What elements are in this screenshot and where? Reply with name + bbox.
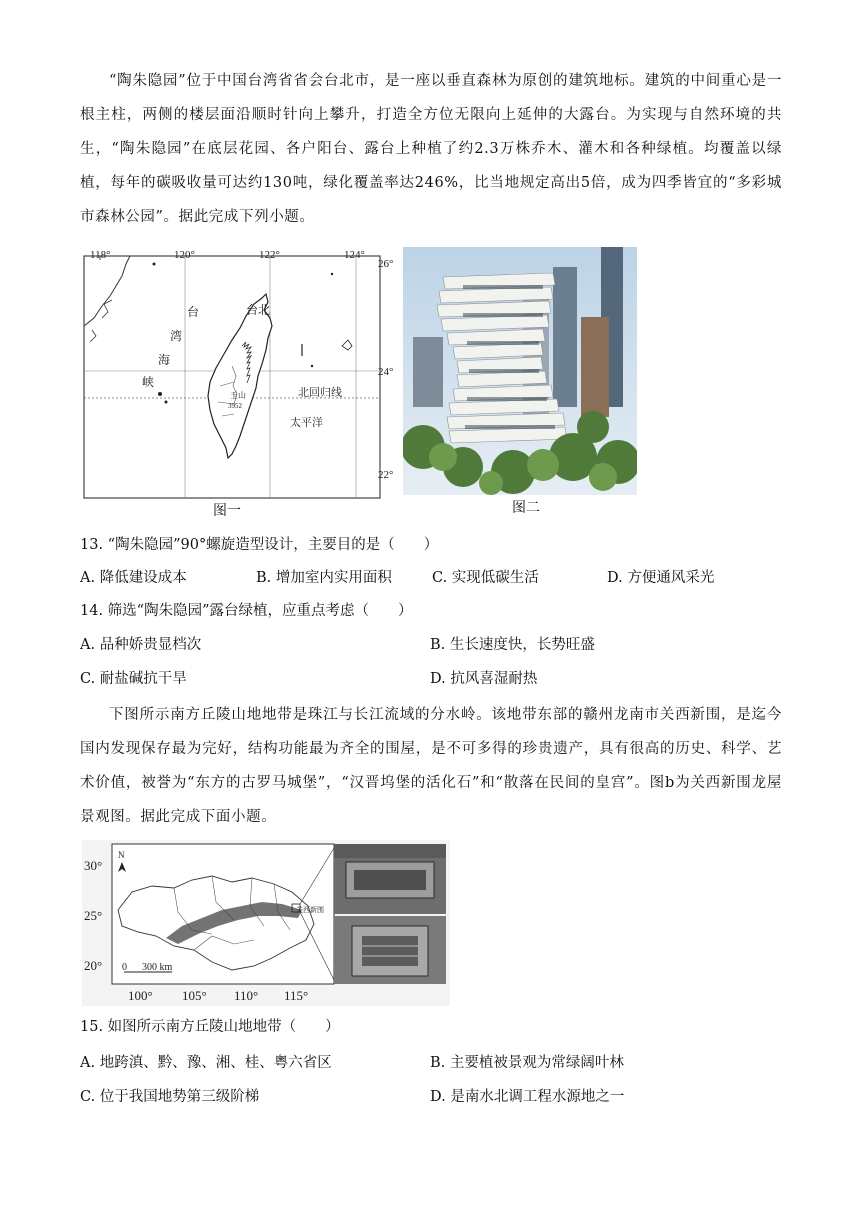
taiwan-strait-char-3: 海: [158, 353, 171, 367]
figure-1-caption: 图一: [213, 503, 241, 519]
q15-option-c[interactable]: C. 位于我国地势第三级阶梯: [80, 1089, 260, 1105]
taiwan-strait-char-4: 峡: [142, 375, 155, 389]
lat-30-label: 30°: [84, 858, 103, 873]
longwu-photo-top: [334, 844, 446, 914]
north-label: N: [118, 850, 125, 860]
q14-option-d[interactable]: D. 抗风喜湿耐热: [430, 671, 538, 687]
taiwan-strait-char-1: 台: [187, 305, 200, 319]
southern-hills-map-svg: [82, 840, 450, 1006]
lon-120-label: 120°: [174, 249, 195, 261]
q15-option-a[interactable]: A. 地跨滇、黔、豫、湘、桂、粤六省区: [80, 1055, 332, 1071]
q13-option-d[interactable]: D. 方便通风采光: [607, 570, 715, 586]
yushan-label: 玉山: [230, 391, 246, 400]
figure-1-taiwan-map: [82, 246, 400, 506]
guanxi-xinwei-label: 关西新围: [296, 906, 324, 914]
q14-option-b[interactable]: B. 生长速度快，长势旺盛: [430, 637, 595, 653]
scale-label: 300 km: [142, 962, 173, 973]
taiwan-map-svg: [82, 246, 400, 506]
tropic-of-cancer-label: 北回归线: [298, 387, 342, 399]
lon-105-label: 105°: [182, 988, 207, 1003]
lat-25-label: 25°: [84, 908, 103, 923]
lon-122-label: 122°: [259, 249, 280, 261]
question-14-stem: 14. 筛选“陶朱隐园”露台绿植，应重点考虑（ ）: [80, 603, 413, 619]
q13-option-b[interactable]: B. 增加室内实用面积: [256, 570, 392, 586]
yushan-height-label: 3952: [228, 402, 242, 410]
scale-zero-label: 0: [122, 962, 127, 973]
figure-3-southern-hills-map: [82, 840, 450, 1006]
longwu-photo-bottom: [334, 916, 446, 984]
pacific-ocean-label: 太平洋: [290, 417, 323, 429]
lon-115-label: 115°: [284, 988, 309, 1003]
passage-2: 下图所示南方丘陵山地地带是珠江与长江流域的分水岭。该地带东部的赣州龙南市关西新围，是迄今国内发现保存最为完好，结构功能最为齐全的围屋，是不可多得的珍贵遗产，具有很高的历史、科学、艺术价值，被誉为“东方的古罗马城堡”，“汉晋坞堡的活化石”和“散落在民间的皇宫”。图b为关西新围龙屋景观图。据此完成下面小题。: [80, 707, 782, 825]
question-15-stem: 15. 如图所示南方丘陵山地地带（ ）: [80, 1019, 340, 1035]
q15-option-b[interactable]: B. 主要植被景观为常绿阔叶林: [430, 1055, 624, 1071]
question-13-stem: 13. “陶朱隐园”90°螺旋造型设计，主要目的是（ ）: [80, 537, 439, 553]
lon-118-label: 118°: [90, 249, 111, 261]
figure-2-caption: 图二: [512, 500, 540, 516]
q13-option-a[interactable]: A. 降低建设成本: [80, 570, 187, 586]
lat-26-label: 26°: [378, 258, 394, 270]
taiwan-strait-char-2: 湾: [170, 329, 183, 343]
q15-option-d[interactable]: D. 是南水北调工程水源地之一: [430, 1089, 625, 1105]
q14-option-a[interactable]: A. 品种娇贵显档次: [80, 637, 202, 653]
passage-1: “陶朱隐园”位于中国台湾省省会台北市，是一座以垂直森林为原创的建筑地标。建筑的中间重心是一根主柱，两侧的楼层面沿顺时针向上攀升，打造全方位无限向上延伸的大露台。为实现与自然环境的共生，“陶朱隐园”在底层花园、各户阳台、露台上种植了约2.3万株乔木、灌木和各种绿植。均覆盖以绿植，每年的碳吸收量可达约130吨，绿化覆盖率达246%，比当地规定高出5倍，成为四季皆宜的“多彩城市森林公园”。据此完成下列小题。: [80, 73, 782, 225]
lat-24-label: 24°: [378, 366, 394, 378]
building-photo-svg: [403, 247, 637, 495]
lon-124-label: 124°: [344, 249, 365, 261]
lat-22-label: 22°: [378, 469, 394, 481]
lat-20-label: 20°: [84, 958, 103, 973]
q14-option-c[interactable]: C. 耐盐碱抗干旱: [80, 671, 187, 687]
q13-option-c[interactable]: C. 实现低碳生活: [432, 570, 539, 586]
lon-100-label: 100°: [128, 988, 153, 1003]
figure-2-building-photo: [403, 247, 637, 495]
lon-110-label: 110°: [234, 988, 259, 1003]
taibei-label: 台北: [246, 303, 271, 317]
